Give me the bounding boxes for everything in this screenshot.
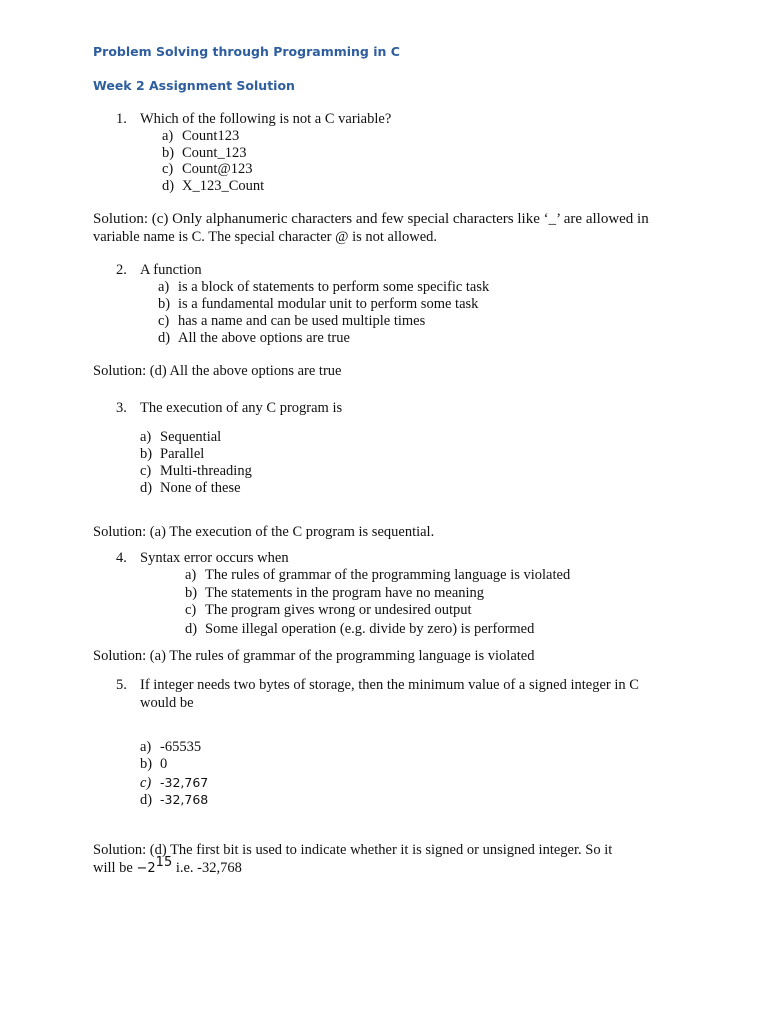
option-text: Count_123 bbox=[182, 145, 247, 161]
math-base: −2 bbox=[136, 861, 156, 876]
option-letter: c) bbox=[158, 313, 170, 329]
option-a bbox=[140, 429, 221, 446]
solution-text: variable name is C. The special character @ is not allowed. bbox=[93, 229, 438, 245]
option-d bbox=[162, 178, 264, 195]
solution-text bbox=[93, 855, 242, 877]
option-text: 0 bbox=[160, 756, 168, 772]
option-letter: d) bbox=[158, 330, 171, 346]
option-text: has a name and can be used multiple times bbox=[178, 313, 426, 329]
option-a bbox=[158, 279, 489, 296]
option-a bbox=[140, 739, 201, 756]
option-a bbox=[162, 128, 239, 145]
option-text: None of these bbox=[160, 480, 241, 496]
option-text: Parallel bbox=[160, 446, 205, 462]
solution-text: Solution: (a) The rules of grammar of the programming language is violated bbox=[93, 648, 535, 664]
question-text: Which of the following is not a C variable? bbox=[140, 111, 392, 127]
solution-text: Solution: (a) The execution of the C program is sequential. bbox=[93, 524, 435, 540]
option-d bbox=[140, 791, 208, 809]
option-c bbox=[140, 774, 208, 792]
question-number: 3. bbox=[116, 400, 127, 416]
question-number: 2. bbox=[116, 262, 127, 278]
option-text: -32,768 bbox=[160, 792, 209, 807]
week-title: Week 2 Assignment Solution bbox=[93, 78, 295, 93]
option-a bbox=[185, 567, 570, 584]
option-b bbox=[185, 585, 484, 602]
option-text: Multi-threading bbox=[160, 463, 252, 479]
option-b bbox=[140, 446, 204, 463]
option-letter: b) bbox=[162, 145, 175, 161]
option-b bbox=[158, 296, 478, 313]
option-text: The rules of grammar of the programming language is violated bbox=[205, 567, 571, 583]
option-text: All the above options are true bbox=[178, 330, 350, 346]
math-exponent: 15 bbox=[155, 855, 173, 870]
solution-prefix: will be bbox=[93, 860, 133, 876]
option-text: Count123 bbox=[182, 128, 240, 144]
option-text: -32,767 bbox=[160, 775, 209, 790]
option-letter: c) bbox=[140, 463, 152, 479]
option-letter: c) bbox=[162, 161, 174, 177]
question-text: Syntax error occurs when bbox=[140, 550, 289, 566]
option-letter: d) bbox=[162, 178, 175, 194]
option-letter: b) bbox=[140, 446, 153, 462]
option-text: is a block of statements to perform some specific task bbox=[178, 279, 490, 295]
question-number: 5. bbox=[116, 677, 127, 693]
option-c bbox=[185, 602, 472, 619]
option-c bbox=[158, 313, 425, 330]
option-letter: a) bbox=[185, 567, 197, 583]
option-c bbox=[140, 463, 252, 480]
solution-suffix: i.e. -32,768 bbox=[175, 860, 242, 876]
option-b bbox=[162, 145, 246, 162]
option-text: is a fundamental modular unit to perform some task bbox=[178, 296, 479, 312]
option-letter: a) bbox=[140, 429, 152, 445]
option-letter: b) bbox=[140, 756, 153, 772]
solution-text: Solution: (d) All the above options are true bbox=[93, 363, 342, 379]
question-number: 1. bbox=[116, 111, 127, 127]
option-letter: a) bbox=[140, 739, 152, 755]
course-title: Problem Solving through Programming in C bbox=[93, 44, 400, 59]
question-text: would be bbox=[140, 695, 194, 711]
question-text: The execution of any C program is bbox=[140, 400, 343, 416]
option-text: Count@123 bbox=[182, 161, 253, 177]
option-letter: c) bbox=[185, 602, 197, 618]
option-letter: c) bbox=[140, 775, 152, 791]
option-letter: d) bbox=[185, 621, 198, 637]
option-letter: d) bbox=[140, 792, 153, 808]
question-text: If integer needs two bytes of storage, then the minimum value of a signed integer in C bbox=[140, 677, 639, 693]
option-text: The statements in the program have no meaning bbox=[205, 585, 485, 601]
solution-text: Solution: (d) The first bit is used to indicate whether it is signed or unsigned integer. So it bbox=[93, 842, 613, 858]
option-d bbox=[140, 480, 241, 497]
option-letter: b) bbox=[158, 296, 171, 312]
option-c bbox=[162, 161, 253, 178]
option-text: The program gives wrong or undesired output bbox=[205, 602, 472, 618]
option-text: Sequential bbox=[160, 429, 222, 445]
option-b bbox=[140, 756, 167, 773]
option-letter: a) bbox=[158, 279, 170, 295]
option-text: Some illegal operation (e.g. divide by zero) is performed bbox=[205, 621, 535, 637]
option-letter: b) bbox=[185, 585, 198, 601]
question-text: A function bbox=[140, 262, 202, 278]
option-letter: d) bbox=[140, 480, 153, 496]
solution-text: Solution: (c) Only alphanumeric characters and few special characters like ‘_’ are allowed in bbox=[93, 211, 649, 227]
option-letter: a) bbox=[162, 128, 174, 144]
question-number: 4. bbox=[116, 550, 127, 566]
option-text: X_123_Count bbox=[182, 178, 265, 194]
option-text: -65535 bbox=[160, 739, 202, 755]
option-d bbox=[185, 621, 534, 638]
option-d bbox=[158, 330, 350, 347]
